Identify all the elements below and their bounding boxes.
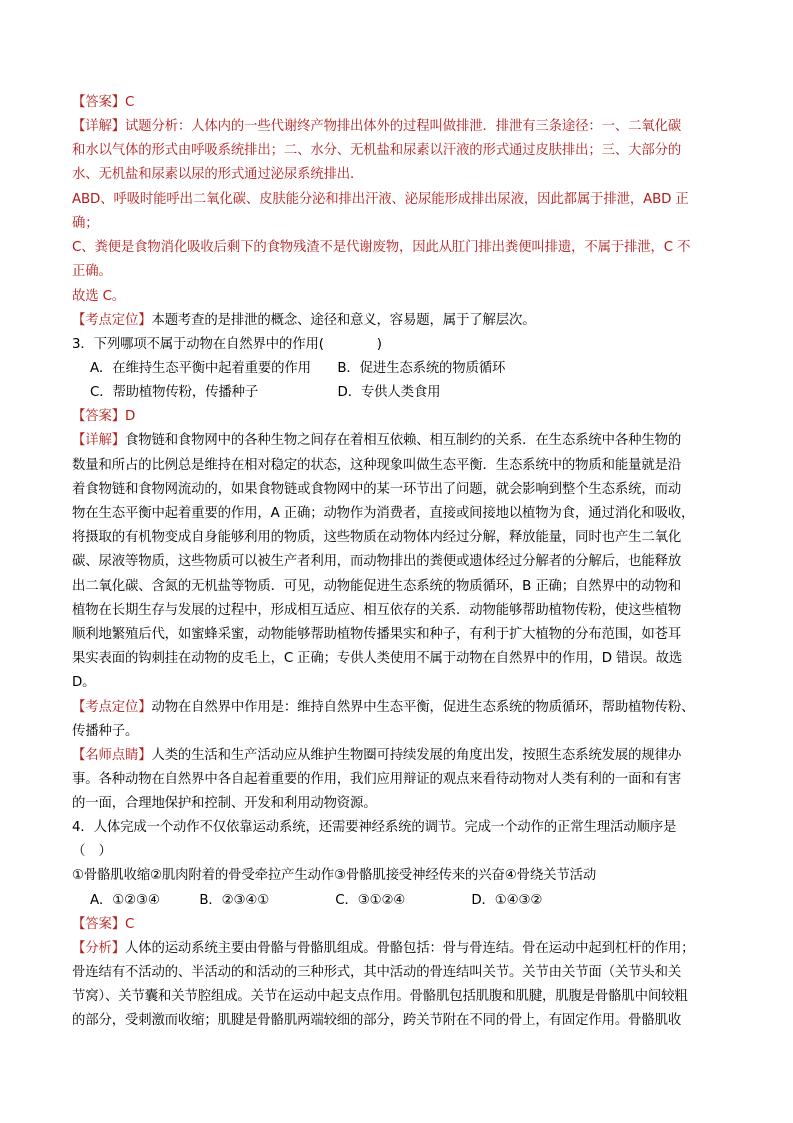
section-tag: 【答案】	[72, 409, 125, 424]
text-line	[72, 432, 722, 450]
line-text: ①骨骼肌收缩②肌肉附着的骨受牵拉产生动作③骨骼肌接受神经传来的兴奋④骨绕关节活动	[72, 868, 597, 883]
text-line	[72, 457, 722, 475]
text-line	[72, 166, 722, 184]
line-text: 4．人体完成一个动作不仅依靠运动系统，还需要神经系统的调节。完成一个动作的正常生理活动顺序是	[72, 820, 677, 835]
line-text: 水、无机盐和尿素以尿的形式通过泌尿系统排出．	[72, 167, 364, 182]
line-text: 顺利地繁殖后代，如蜜蜂采蜜，动物能够帮助植物传播果实和种子，有利于扩大植物的分布范围，如苍耳	[72, 627, 682, 642]
line-text: ABD、呼吸时能呼出二氧化碳、皮肤能分泌和排出汗液、泌尿能形成排出尿液，因此都属于排泄，ABD 正	[72, 192, 689, 207]
line-text: C	[124, 917, 135, 932]
section-tag: 【分析】	[72, 941, 125, 956]
line-text: C	[124, 95, 135, 110]
section-tag: 【答案】	[72, 95, 125, 110]
line-text: 确；	[72, 216, 99, 231]
text-line	[72, 819, 722, 837]
line-text: 人体的运动系统主要由骨骼与骨骼肌组成。骨骼包括：骨与骨连结。骨在运动中起到杠杆的作用；	[124, 941, 695, 956]
line-text: C、粪便是食物消化吸收后剩下的食物残渣不是代谢废物，因此从肛门排出粪便叫排遗，不属于排泄，C 不	[72, 240, 691, 255]
text-line	[72, 312, 722, 330]
text-line	[72, 481, 722, 499]
line-text: 传播种子。	[72, 724, 139, 739]
text-line	[72, 578, 722, 596]
text-line	[72, 723, 722, 741]
text-line	[72, 553, 722, 571]
text-line	[72, 142, 722, 160]
line-text: 3．下列哪项不属于动物在自然界中的作用( )	[72, 337, 382, 352]
line-text: 数量和所占的比例总是维持在相对稳定的状态，这种现象叫做生态平衡．生态系统中的物质和能量就是沿	[72, 458, 682, 473]
line-text: C．帮助植物传粉，传播种子 D．专供人类食用	[90, 385, 441, 400]
text-line	[72, 1012, 722, 1030]
line-text: 动物在自然界中作用是：维持自然界中生态平衡，促进生态系统的物质循环，帮助植物传粉、	[151, 700, 695, 715]
text-line	[72, 602, 722, 620]
line-text: 的一面，合理地保护和控制、开发和利用动物资源。	[72, 796, 377, 811]
section-tag: 【名师点睛】	[72, 748, 152, 763]
text-line	[72, 771, 722, 789]
section-tag: 【答案】	[72, 917, 125, 932]
line-text: 将摄取的有机物变成自身能够利用的物质，这些物质在动物体内经过分解，释放能量，同时也产生二氧化	[72, 530, 682, 545]
text-line	[72, 699, 722, 717]
line-text: （ ）	[72, 844, 112, 859]
line-text: 骨连结有不活动的、半活动的和活动的三种形式，其中活动的骨连结叫关节。关节由关节面（关节头和关	[72, 965, 682, 980]
line-text: 节窝）、关节囊和关节腔组成。关节在运动中起支点作用。骨骼肌包括肌腹和肌腱，肌腹是骨骼肌中间较粗	[72, 989, 688, 1004]
section-tag: 【详解】	[72, 433, 125, 448]
text-line	[72, 94, 722, 112]
line-text: 的部分，受刺激而收缩；肌腱是骨骼肌两端较细的部分，跨关节附在不同的骨上，有固定作用。骨骼肌收	[72, 1013, 682, 1028]
line-text: 物在生态平衡中起着重要的作用，A 正确；动物作为消费者，直接或间接地以植物为食，通过消化和吸收，	[72, 506, 695, 521]
text-line	[72, 964, 722, 982]
line-text: 本题考查的是排泄的概念、途径和意义，容易题，属于了解层次。	[151, 313, 536, 328]
text-line	[72, 988, 722, 1006]
text-line	[72, 674, 722, 692]
section-tag: 【考点定位】	[72, 313, 152, 328]
line-text: 试题分析：人体内的一些代谢终产物排出体外的过程叫做排泄．排泄有三条途径：一、二氧化碳	[124, 119, 682, 134]
text-line	[72, 529, 722, 547]
text-line	[90, 384, 740, 402]
line-text: 事。各种动物在自然界中各自起着重要的作用，我们应用辩证的观点来看待动物对人类有利的一面和有害	[72, 772, 682, 787]
line-text: 出二氧化碳、含氮的无机盐等物质．可见，动物能促进生态系统的物质循环，B 正确；自然界中的动物和	[72, 579, 681, 594]
line-text: 着食物链和食物网流动的，如果食物链或食物网中的某一环节出了问题，就会影响到整个生态系统，而动	[72, 482, 682, 497]
text-line	[72, 747, 722, 765]
text-line	[72, 215, 722, 233]
text-line	[72, 867, 722, 885]
text-line	[72, 191, 722, 209]
text-line	[72, 288, 722, 306]
line-text: 故选 C。	[72, 289, 126, 304]
line-text: D。	[72, 675, 96, 690]
section-tag: 【详解】	[72, 119, 125, 134]
text-line	[72, 408, 722, 426]
text-line	[72, 940, 722, 958]
text-line	[72, 336, 722, 354]
text-line	[72, 626, 722, 644]
line-text: 碳、尿液等物质，这些物质可以被生产者利用，而动物排出的粪便或遗体经过分解者的分解后，也能释放	[72, 554, 682, 569]
text-line	[72, 843, 722, 861]
line-text: A．①②③④ B．②③④① C．③①②④ D．①④③②	[90, 893, 543, 908]
text-line	[72, 916, 722, 934]
text-line	[72, 505, 722, 523]
line-text: 人类的生活和生产活动应从维护生物圈可持续发展的角度出发，按照生态系统发展的规律办	[151, 748, 682, 763]
text-line	[72, 239, 722, 257]
text-line	[72, 795, 722, 813]
line-text: 和水以气体的形式由呼吸系统排出；二、水分、无机盐和尿素以汗液的形式通过皮肤排出；三、大部分的	[72, 143, 682, 158]
section-tag: 【考点定位】	[72, 700, 152, 715]
line-text: 果实表面的钩刺挂在动物的皮毛上，C 正确；专供人类使用不属于动物在自然界中的作用，D 错误。故选	[72, 651, 683, 666]
text-line	[90, 892, 740, 910]
text-line	[72, 118, 722, 136]
text-line	[90, 360, 740, 378]
line-text: 正确。	[72, 264, 112, 279]
text-line	[72, 650, 722, 668]
line-text: 食物链和食物网中的各种生物之间存在着相互依赖、相互制约的关系．在生态系统中各种生物的	[124, 433, 682, 448]
line-text: D	[124, 409, 136, 424]
text-line	[72, 263, 722, 281]
line-text: A．在维持生态平衡中起着重要的作用 B．促进生态系统的物质循环	[90, 361, 506, 376]
line-text: 植物在长期生存与发展的过程中，形成相互适应、相互依存的关系．动物能够帮助植物传粉，使这些植物	[72, 603, 682, 618]
